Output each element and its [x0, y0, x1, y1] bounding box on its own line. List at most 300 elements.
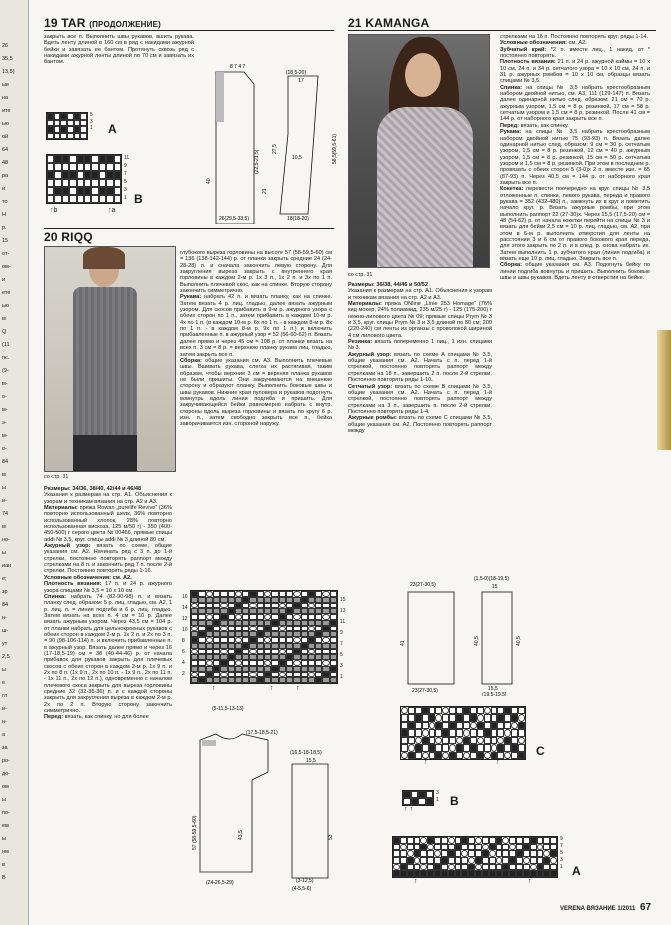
- chart-row-number: 14: [182, 605, 188, 611]
- chart-cell: [468, 864, 475, 871]
- chart-cell: [420, 844, 427, 851]
- chart-cell: [435, 707, 442, 714]
- chart-cell: [191, 597, 198, 603]
- chart-cell: [543, 870, 550, 877]
- svg-text:43,5: 43,5: [238, 830, 244, 840]
- chart-cell: [484, 714, 491, 721]
- chart-cell: [414, 870, 421, 877]
- chart-cell: [491, 737, 498, 744]
- chart-cell: [511, 707, 518, 714]
- left-edge-fragment: Q: [2, 329, 7, 335]
- chart-cell: [502, 870, 509, 877]
- chart-cell: [435, 737, 442, 744]
- chart-row-number: 5: [340, 652, 343, 658]
- chart-cell: [496, 850, 503, 857]
- chart-cell: [422, 722, 429, 729]
- chart-cell: [477, 714, 484, 721]
- chart-cell: [491, 729, 498, 736]
- chart-cell: [415, 722, 422, 729]
- section21-chart-a-label: A: [572, 864, 581, 878]
- chart-cell: [516, 837, 523, 844]
- chart-cell: [422, 729, 429, 736]
- chart-cell: [482, 844, 489, 851]
- chart-cell: [293, 677, 300, 683]
- chart-cell: [448, 837, 455, 844]
- chart-cell: [550, 857, 557, 864]
- chart-cell: [198, 677, 205, 683]
- svg-text:17: 17: [298, 78, 304, 84]
- section21-chart-b: [402, 790, 434, 806]
- chart-cell: [191, 620, 198, 626]
- chart-cell: [484, 729, 491, 736]
- section21-chart-c-label: C: [536, 744, 545, 758]
- chart-cell: [442, 714, 449, 721]
- left-edge-fragment: м: [2, 316, 6, 322]
- left-edge-fragment: ш-: [2, 628, 9, 634]
- left-edge-fragment: м-: [2, 381, 8, 387]
- chart-cell: [435, 714, 442, 721]
- left-edge-fragment: ы: [2, 667, 6, 673]
- section20-name: RIQQ: [61, 230, 93, 244]
- chart-cell: [470, 729, 477, 736]
- chart-cell: [463, 744, 470, 751]
- section20-col1: Размеры: 34/36, 38/40, 42/44 и 46/48 Указания к размерам на стр. А1. Объяснения к узорам и техникам вязания на стр. А2 и А3. Материалы: пряжа Rowan „purelife Revive“ (36% повторно использованный шелк, 36% повторно использованный хлопок, 28% повторно использованная вискоза, 125 м/50 г) - 350 (400-450-500) г серого цвета № 00466, прямые спицы addi № 3,5, круг. спицы addi № 3 длиной 80 см. Ажурный узор: вязать по схеме, общие указания см. А2. Начинать ряд с 3 п. до 1-й стрелки, постоянно повторять раппорт между стрелками на 8 п. и закончить ряд 7 п. после 2-й стрелки. Постоянно повторять ряды 1-16. Условные обозначения: см. А2. Плотность вязания: 17 п. и 24 р. ажурного узора спицами № 3,5 = 10 х 10 см. Спинка: набрать 74 (82-90-98) п. и вязать планку след. образом: 5 р. лиц. гладью, см. А2, 1 р. лиц. п. = линия подгиба и 6 р. лиц. гладью. Затем вязать на всех п. 4 см = 10 р. Далее вязать ажурным узором. Через 43,5 см = 104 р. от планки набрать для цельнокроеных рукавов с обеих сторон в каждом 2-м р. 1х 2 п. и 2х по 3 п. = 90 (98-106-114) п. и включить прибавленные п. в ажурный узор. Вязать далее прямо и через 16 (17-18,5-19) см = 38 (40-44-46) р. от начала прибавок для рукавов закрыть для плечевых скосов с обеих сторон в каждом 2-м р. 1х 9 п. и 2х по 8 п. (1х 9 п., 2х по 10 п. - 1х 9 п., 2х по 11 п. - 1х 11 п., 2х по 12 п.), одновременно с началом плечевого скоса закрыть для выреза горловины средние 32 (32-36-36) п. и с каждой стороны закрыть для закругления выреза в каждом 2-м р. 2х по 2 п. Вторую сторону закончить симметрично. Перед: вязать, как спинку, но для более: [44, 486, 172, 721]
- chart-cell: [523, 870, 530, 877]
- section20-arrow-1: ↑: [212, 685, 216, 692]
- chart-cell: [448, 844, 455, 851]
- chart-cell: [455, 837, 462, 844]
- chart-cell: [308, 666, 315, 672]
- chart-cell: [401, 722, 408, 729]
- chart-cell: [441, 857, 448, 864]
- chart-cell: [516, 864, 523, 871]
- chart-cell: [435, 729, 442, 736]
- chart-cell: [441, 850, 448, 857]
- left-edge-fragment: ы: [2, 797, 6, 803]
- chart-cell: [442, 752, 449, 759]
- chart-cell: [470, 752, 477, 759]
- chart-cell: [393, 870, 400, 877]
- left-edge-fragment: ро-: [2, 758, 10, 764]
- chart-cell: [489, 864, 496, 871]
- model-sweater: [73, 287, 137, 437]
- chart-cell: [502, 857, 509, 864]
- chart-cell: [434, 870, 441, 877]
- left-edge-fragment: за: [2, 745, 8, 751]
- section20-photo-caption: со стр. 31: [44, 474, 69, 480]
- left-edge-fragment: в: [2, 862, 5, 868]
- section20-schematic: [182, 700, 350, 895]
- chart-cell: [530, 870, 537, 877]
- chart-cell: [504, 737, 511, 744]
- left-edge-fragment: ы: [2, 550, 6, 556]
- svg-text:10,5: 10,5: [292, 155, 302, 161]
- left-edge-fragment: по-: [2, 810, 10, 816]
- chart-cell: [429, 722, 436, 729]
- left-edge-fragment: то: [2, 199, 8, 205]
- chart-cell: [468, 837, 475, 844]
- chart-cell: [516, 844, 523, 851]
- left-edge-fragment: и-: [2, 706, 7, 712]
- chart-cell: [475, 850, 482, 857]
- chart-cell: [408, 737, 415, 744]
- left-edge-fragment: (11: [2, 342, 10, 348]
- chart-cell: [461, 837, 468, 844]
- chart-cell: [468, 844, 475, 851]
- chart-row-number: 12: [182, 616, 188, 622]
- chart-cell: [206, 677, 213, 683]
- chart-cell: [220, 620, 227, 626]
- chart-cell: [315, 677, 322, 683]
- chart-cell: [422, 707, 429, 714]
- left-edge-fragment: и: [2, 186, 6, 192]
- chart-cell: [550, 870, 557, 877]
- chart-cell: [518, 722, 525, 729]
- chart-row-number: 9: [340, 630, 343, 636]
- left-edge-fragment: и-: [2, 498, 7, 504]
- chart-cell: [496, 870, 503, 877]
- svg-text:8 7 4 7: 8 7 4 7: [230, 64, 246, 70]
- section19-text: закрыть все п. Выполнить швы рукавов, вшить рукава. Вдеть ленту длиной в 160 см в ряд с накидами ажурной бейки и завязать ее бантом. Протянуть сквозь ряд с накидами ажурной ленты длиной по 70 см и завязать их бантом.: [44, 34, 194, 66]
- chart-cell: [504, 729, 511, 736]
- svg-text:15,5: 15,5: [488, 686, 498, 692]
- chart-cell: [393, 844, 400, 851]
- chart-cell: [308, 620, 315, 626]
- chart-cell: [543, 837, 550, 844]
- chart-cell: [523, 864, 530, 871]
- chart-cell: [461, 864, 468, 871]
- left-edge-fragment: но-: [2, 537, 10, 543]
- chart-cell: [509, 864, 516, 871]
- chart-cell: [518, 729, 525, 736]
- chart-cell: [427, 837, 434, 844]
- chart-cell: [407, 864, 414, 871]
- section21-chart-c-arrow-1: ↑: [424, 759, 428, 766]
- left-edge-fragment: зр: [2, 589, 8, 595]
- chart-cell: [463, 752, 470, 759]
- chart-cell: [530, 837, 537, 844]
- section21-photo: [348, 34, 490, 268]
- chart-cell: [408, 714, 415, 721]
- section19-arrow-b: ↑b: [50, 207, 58, 214]
- left-edge-fragment: ой: [2, 134, 9, 140]
- chart-cell: [449, 737, 456, 744]
- chart-cell: [470, 744, 477, 751]
- left-edge-fragment: В: [2, 875, 6, 881]
- section20-chart-rows-right: [340, 595, 346, 683]
- chart-cell: [191, 677, 198, 683]
- chart-cell: [489, 837, 496, 844]
- chart-cell: [242, 677, 249, 683]
- model-face: [405, 53, 441, 97]
- chart-cell: [455, 870, 462, 877]
- chart-cell: [449, 722, 456, 729]
- chart-cell: [435, 752, 442, 759]
- section21-chart-a-arrow-2: ↑: [528, 878, 532, 885]
- chart-cell: [415, 752, 422, 759]
- chart-cell: [448, 870, 455, 877]
- chart-cell: [400, 857, 407, 864]
- chart-cell: [511, 752, 518, 759]
- chart-cell: [429, 744, 436, 751]
- chart-cell: [489, 870, 496, 877]
- chart-cell: [537, 837, 544, 844]
- chart-cell: [511, 714, 518, 721]
- chart-cell: [456, 714, 463, 721]
- svg-text:(17,5-18,5-21): (17,5-18,5-21): [246, 730, 278, 736]
- chart-cell: [497, 714, 504, 721]
- chart-cell: [442, 744, 449, 751]
- chart-cell: [509, 857, 516, 864]
- chart-cell: [491, 752, 498, 759]
- section20-arrow-2: ↑: [270, 685, 274, 692]
- chart-cell: [455, 864, 462, 871]
- svg-text:40: 40: [206, 178, 212, 184]
- svg-text:27,5: 27,5: [272, 144, 278, 154]
- chart-cell: [530, 857, 537, 864]
- left-edge-fragment: ом-: [2, 264, 11, 270]
- chart-cell: [543, 864, 550, 871]
- svg-text:15,5: 15,5: [306, 758, 316, 764]
- chart-cell: [441, 837, 448, 844]
- chart-cell: [491, 744, 498, 751]
- left-edge-fragment: ью: [2, 303, 9, 309]
- chart-cell: [449, 707, 456, 714]
- chart-cell: [264, 677, 271, 683]
- chart-cell: [461, 857, 468, 864]
- section20-col2: глубокого выреза горловины на высоте 57 (58-59,5-60) см = 136 (138-142-144) р. от планки закрыть средние 24 (24-28-28) п. и сначала закончить левую сторону. Для закругления выреза закрыть с внутреннего края горловины в каждом 2-м р. 1х 3 п., 1х 2 п. и 3х по 1 п. Выполнить плечевой скос, как на спинке. Вторую сторону закончить симметрично. Рукава: набрать 42 п. и вязать планку, как на спинке. Затем вязать 4 р. лиц. гладью, далее вязать ажурным узором. Для скосов прибавить в 9-м р. ажурного узора с обеих сторон по 1 п., затем прибавить в каждом 10-м р. 4х по 1 п. (в каждом 10-м р. 6х по 1 п. - в каждом 8-м р. 8х по 1 п. - в каждом 8-м р. 9х по 1 п.) и включить прибавленные п. в ажурный узор = 52 (56-60-62) п. Вязать далее прямо и через 45 см = 108 р. от планки вязать на всех п. 3 см = 8 р. = верхнюю планку рукава лиц. гладью, затем закрыть все п. Сборка: общие указания см. А3. Выполнить плечевые швы. Вшивать рукава, слегка их растягивая, таким образом, чтобы верхние 3 см = верхняя планка рукавов не были пришиты. Они закручиваются на внешнюю сторону и образуют планку. Выполнить боковые швы и швы рукавов. Нижние края пуловера и рукавов подогнуть вовнутрь вдоль линии подгиба и пришить. Для закручивающейся бейки равномерно набрать с внутр. стороны вдоль выреза горловины и вязать по кругу 6 р. изн. п., затем свободно закрыть все п., бейка заворачивается изн. стороной наружу.: [180, 250, 332, 428]
- chart-cell: [489, 850, 496, 857]
- section19-chart-a-rows: 5 3 1: [90, 112, 93, 131]
- chart-cell: [408, 707, 415, 714]
- chart-cell: [422, 714, 429, 721]
- chart-cell: [530, 864, 537, 871]
- chart-cell: [434, 857, 441, 864]
- chart-cell: [449, 714, 456, 721]
- chart-row-number: 16: [182, 594, 188, 600]
- section21-heading: [348, 16, 429, 30]
- chart-cell: [518, 737, 525, 744]
- chart-cell: [400, 844, 407, 851]
- chart-cell: [407, 857, 414, 864]
- chart-cell: [308, 643, 315, 649]
- svg-text:(16,5-18-18,5): (16,5-18-18,5): [290, 750, 322, 756]
- left-edge-fragment: е: [2, 680, 6, 686]
- chart-cell: [249, 666, 256, 672]
- chart-cell: [463, 737, 470, 744]
- svg-text:(18,5-20): (18,5-20): [285, 70, 307, 76]
- chart-cell: [537, 857, 544, 864]
- svg-text:41: 41: [400, 640, 406, 646]
- left-edge-fragment: м-: [2, 433, 8, 439]
- chart-cell: [477, 729, 484, 736]
- left-edge-fragment: н-: [2, 615, 7, 621]
- chart-cell: [491, 707, 498, 714]
- chart-cell: [400, 850, 407, 857]
- chart-cell: [523, 844, 530, 851]
- chart-cell: [482, 870, 489, 877]
- section19-chart-b-label: B: [134, 192, 143, 206]
- chart-cell: [427, 850, 434, 857]
- section19-chart-a-label: A: [108, 122, 117, 136]
- chart-cell: [220, 677, 227, 683]
- svg-text:(3-12,5): (3-12,5): [296, 878, 314, 884]
- section19-chart-b-rows: 11 9 7 5 3 1: [124, 155, 130, 201]
- chart-cell: [537, 870, 544, 877]
- chart-cell: [463, 707, 470, 714]
- left-edge-strip: [0, 0, 28, 925]
- chart-cell: [502, 837, 509, 844]
- chart-cell: [420, 837, 427, 844]
- left-edge-fragment: 2,5: [2, 654, 10, 660]
- chart-cell: [427, 870, 434, 877]
- left-edge-fragment: 26: [2, 43, 9, 49]
- chart-cell: [427, 864, 434, 871]
- chart-cell: [511, 729, 518, 736]
- chart-cell: [401, 707, 408, 714]
- left-edge-fragment: ут: [2, 641, 8, 647]
- chart-row-number: 10: [182, 627, 188, 633]
- chart-cell: [414, 844, 421, 851]
- chart-cell: [509, 844, 516, 851]
- chart-cell: [475, 844, 482, 851]
- chart-cell: [434, 850, 441, 857]
- chart-cell: [429, 737, 436, 744]
- chart-cell: [475, 857, 482, 864]
- chart-cell: [496, 837, 503, 844]
- section21-name: KAMANGA: [365, 16, 430, 30]
- chart-cell: [477, 737, 484, 744]
- chart-cell: [543, 850, 550, 857]
- left-edge-fragment: 74: [2, 511, 9, 517]
- chart-cell: [502, 850, 509, 857]
- chart-cell: [427, 844, 434, 851]
- chart-cell: [543, 857, 550, 864]
- chart-cell: [435, 744, 442, 751]
- chart-cell: [279, 620, 286, 626]
- chart-cell: [470, 714, 477, 721]
- chart-cell: [420, 864, 427, 871]
- chart-cell: [456, 752, 463, 759]
- section21-chart-b-arrows: ↑ ↑: [404, 806, 413, 813]
- chart-cell: [434, 837, 441, 844]
- chart-cell: [257, 677, 264, 683]
- chart-cell: [461, 844, 468, 851]
- chart-cell: [422, 752, 429, 759]
- svg-text:57 (58-59,5-60): 57 (58-59,5-60): [192, 815, 198, 850]
- left-edge-fragment: н-: [2, 719, 7, 725]
- chart-cell: [271, 677, 278, 683]
- left-edge-fragment: (9-: [2, 368, 9, 374]
- chart-cell: [279, 643, 286, 649]
- chart-cell: [509, 850, 516, 857]
- chart-cell: [518, 714, 525, 721]
- section19-name: TAR: [61, 16, 86, 30]
- chart-cell: [463, 729, 470, 736]
- svg-text:(5-11,5-13-13): (5-11,5-13-13): [212, 706, 244, 712]
- chart-cell: [407, 870, 414, 877]
- section19-schematic: [196, 44, 346, 224]
- svg-text:(19,5-19,5): (19,5-19,5): [482, 692, 507, 696]
- section21-chart-b-label: B: [450, 794, 459, 808]
- model-hair: [83, 247, 125, 269]
- chart-cell: [408, 729, 415, 736]
- chart-cell: [422, 744, 429, 751]
- chart-cell: [415, 737, 422, 744]
- svg-text:(24-26,5-29): (24-26,5-29): [206, 880, 234, 886]
- chart-cell: [408, 752, 415, 759]
- chart-cell: [518, 707, 525, 714]
- chart-cell: [475, 870, 482, 877]
- section20-photo: [44, 246, 176, 472]
- left-edge-fragment: ра: [2, 173, 9, 179]
- chart-cell: [518, 744, 525, 751]
- chart-row-number: 6: [182, 649, 185, 655]
- left-edge-fragment: м: [2, 472, 6, 478]
- chart-cell: [449, 729, 456, 736]
- left-edge-fragment: э-: [2, 420, 7, 426]
- left-edge-fragment: 15: [2, 238, 9, 244]
- chart-cell: [511, 722, 518, 729]
- section20-lace-chart: [190, 590, 338, 684]
- svg-text:21: 21: [262, 188, 268, 194]
- chart-cell: [523, 857, 530, 864]
- chart-cell: [463, 722, 470, 729]
- chart-cell: [393, 864, 400, 871]
- chart-cell: [530, 850, 537, 857]
- chart-cell: [415, 714, 422, 721]
- left-edge-fragment: и: [2, 277, 6, 283]
- chart-cell: [550, 850, 557, 857]
- chart-cell: [497, 729, 504, 736]
- chart-cell: [401, 737, 408, 744]
- chart-cell: [448, 850, 455, 857]
- left-edge-fragment: ите: [2, 108, 11, 114]
- section21-number: 21: [348, 16, 362, 30]
- chart-cell: [550, 837, 557, 844]
- chart-cell: [456, 722, 463, 729]
- chart-cell: [456, 744, 463, 751]
- section21-chart-c-arrow-2: ↑: [496, 759, 500, 766]
- chart-cell: [497, 722, 504, 729]
- chart-cell: [400, 870, 407, 877]
- chart-cell: [407, 837, 414, 844]
- chart-cell: [279, 677, 286, 683]
- chart-cell: [415, 707, 422, 714]
- left-edge-fragment: о-: [2, 394, 7, 400]
- chart-cell: [401, 714, 408, 721]
- chart-cell: [484, 737, 491, 744]
- chart-cell: [442, 737, 449, 744]
- section20-chart-rows-left: [182, 592, 188, 680]
- section20-number: 20: [44, 230, 58, 244]
- chart-cell: [414, 857, 421, 864]
- chart-cell: [434, 844, 441, 851]
- left-edge-fragment: до-: [2, 771, 11, 777]
- chart-cell: [477, 744, 484, 751]
- chart-cell: [330, 677, 337, 683]
- chart-cell: [511, 737, 518, 744]
- chart-cell: [420, 857, 427, 864]
- chart-cell: [456, 707, 463, 714]
- chart-cell: [235, 677, 242, 683]
- section21-photo-caption: со стр. 31: [348, 272, 373, 278]
- chart-cell: [441, 864, 448, 871]
- chart-cell: [191, 643, 198, 649]
- chart-cell: [509, 837, 516, 844]
- chart-cell: [414, 864, 421, 871]
- chart-cell: [497, 707, 504, 714]
